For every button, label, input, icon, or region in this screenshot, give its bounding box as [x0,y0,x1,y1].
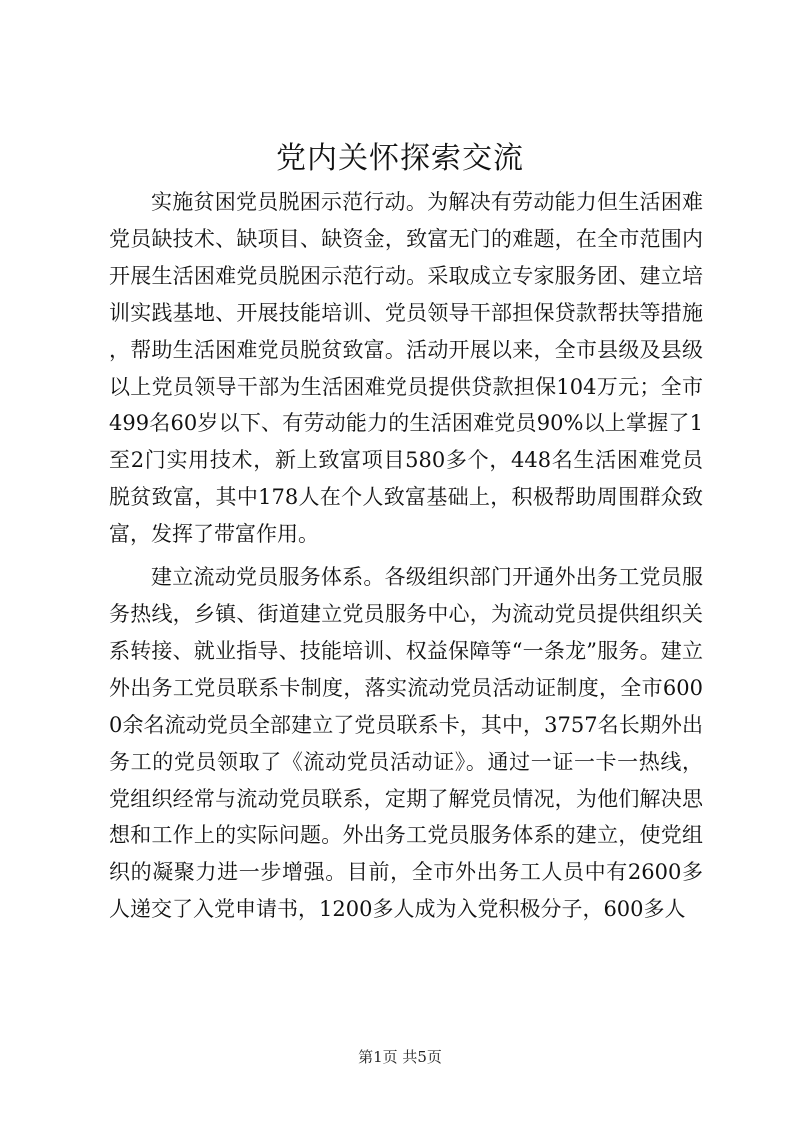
paragraph-mobile-member-service: 建立流动党员服务体系。各级组织部门开通外出务工党员服务热线，乡镇、街道建立党员服务中心，为流动党员提供组织关系转接、就业指导、技能培训、权益保障等“一条龙”服务。建立外出务工党员联系卡制度，落实流动党员活动证制度，全市6000余名流动党员全部建立了党员联系卡，其中，3757名长期外出务工的党员领取了《流动党员活动证》。通过一证一卡一热线，党组织经常与流动党员联系，定期了解党员情况，为他们解决思想和工作上的实际问题。外出务工党员服务体系的建立，使党组织的凝聚力进一步增强。目前，全市外出务工人员中有2600多人递交了入党申请书，1200多人成为入党积极分子，600多人 [109,565,703,922]
document-title: 党内关怀探索交流 [276,141,524,176]
page-number-footer: 第1页 共5页 [358,1048,442,1066]
document-body [109,184,703,934]
paragraph-poverty-relief: 实施贫困党员脱困示范行动。为解决有劳动能力但生活困难党员缺技术、缺项目、缺资金，致富无门的难题，在全市范围内开展生活困难党员脱困示范行动。采取成立专家服务团、建立培训实践基地、开展技能培训、党员领导干部担保贷款帮扶等措施，帮助生活困难党员脱贫致富。活动开展以来，全市县级及县级以上党员领导干部为生活困难党员提供贷款担保104万元；全市499名60岁以下、有劳动能力的生活困难党员90%以上掌握了1至2门实用技术，新上致富项目580多个，448名生活困难党员脱贫致富，其中178人在个人致富基础上，积极帮助周围群众致富，发挥了带富作用。 [109,190,703,547]
